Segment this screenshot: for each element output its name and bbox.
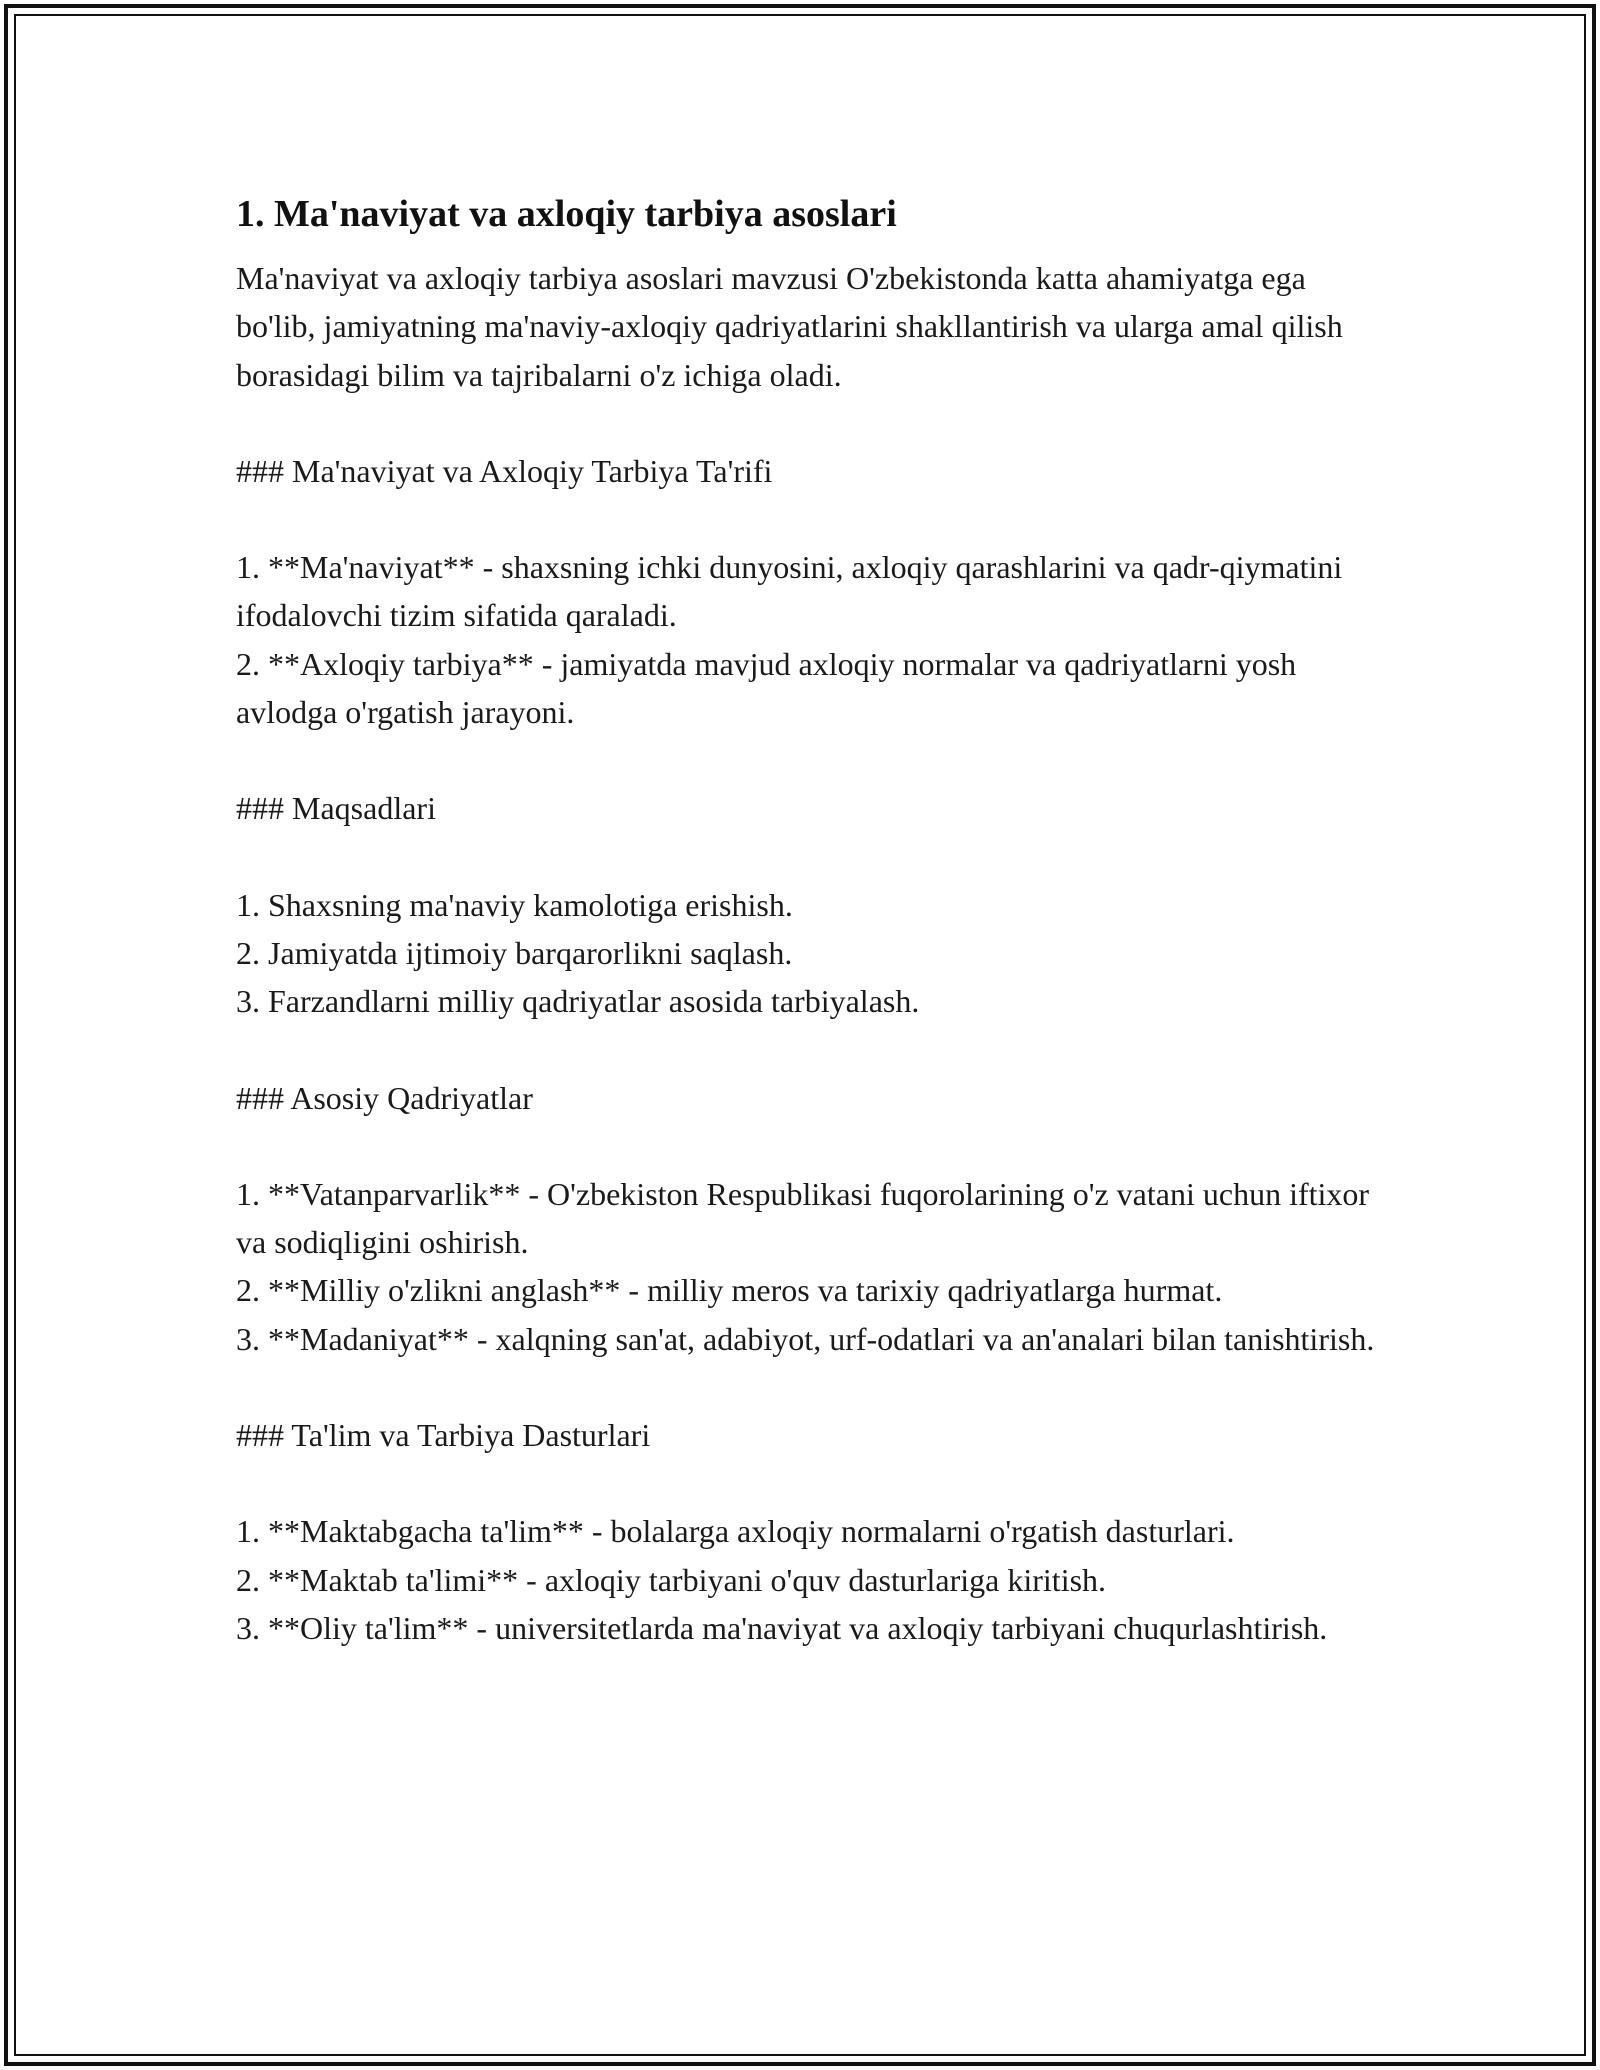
section-core-values xyxy=(236,1074,1376,1363)
section-heading: ### Ma'naviyat va Axloqiy Tarbiya Ta'rifi xyxy=(236,452,773,489)
list-item: 3. **Oliy ta'lim** - universitetlarda ma'naviyat va axloqiy tarbiyani chuqurlashtirish. xyxy=(236,1609,1328,1646)
list-item: 3. **Madaniyat** - xalqning san'at, adabiyot, urf-odatlari va an'analari bilan tanishtirish. xyxy=(236,1320,1375,1357)
list-item: 3. Farzandlarni milliy qadriyatlar asosida tarbiyalash. xyxy=(236,983,920,1020)
list-item: 1. **Ma'naviyat** - shaxsning ichki dunyosini, axloqiy qarashlarini va qadr-qiymatini ifodalovchi tizim sifatida qaraladi. xyxy=(236,549,1343,634)
list-item: 1. **Vatanparvarlik** - O'zbekiston Respublikasi fuqorolarining o'z vatani uchun iftixor va sodiqligini oshirish. xyxy=(236,1175,1370,1261)
section-definitions xyxy=(236,447,1376,736)
document-body xyxy=(236,188,1376,1652)
section-heading: ### Asosiy Qadriyatlar xyxy=(236,1079,533,1116)
intro-paragraph: Ma'naviyat va axloqiy tarbiya asoslari mavzusi O'zbekistonda katta ahamiyatga ega bo'lib, jamiyatning ma'naviy-axloqiy qadriyatlarini shakllantirish va ularga amal qilish borasidagi bilim va tajribalarni o'z ichiga oladi. xyxy=(236,260,1351,393)
list-item: 2. Jamiyatda ijtimoiy barqarorlikni saqlash. xyxy=(236,934,793,971)
section-list xyxy=(236,881,1376,1026)
section-programs xyxy=(236,1411,1376,1652)
section-list xyxy=(236,1507,1376,1652)
list-item: 1. **Maktabgacha ta'lim** - bolalarga axloqiy normalarni o'rgatish dasturlari. xyxy=(236,1513,1235,1550)
list-item: 1. Shaxsning ma'naviy kamolotiga erishish. xyxy=(236,886,793,923)
list-item: 2. **Axloqiy tarbiya** - jamiyatda mavjud axloqiy normalar va qadriyatlarni yosh avlodga o'rgatish jarayoni. xyxy=(236,645,1297,731)
section-list xyxy=(236,1170,1376,1363)
section-list xyxy=(236,543,1376,736)
section-heading: ### Maqsadlari xyxy=(236,790,436,827)
section-heading: ### Ta'lim va Tarbiya Dasturlari xyxy=(236,1417,651,1454)
section-goals xyxy=(236,784,1376,1025)
list-item: 2. **Milliy o'zlikni anglash** - milliy meros va tarixiy qadriyatlarga hurmat. xyxy=(236,1272,1223,1309)
document-title: 1. Ma'naviyat va axloqiy tarbiya asoslari xyxy=(236,193,897,235)
list-item: 2. **Maktab ta'limi** - axloqiy tarbiyani o'quv dasturlariga kiritish. xyxy=(236,1561,1107,1598)
